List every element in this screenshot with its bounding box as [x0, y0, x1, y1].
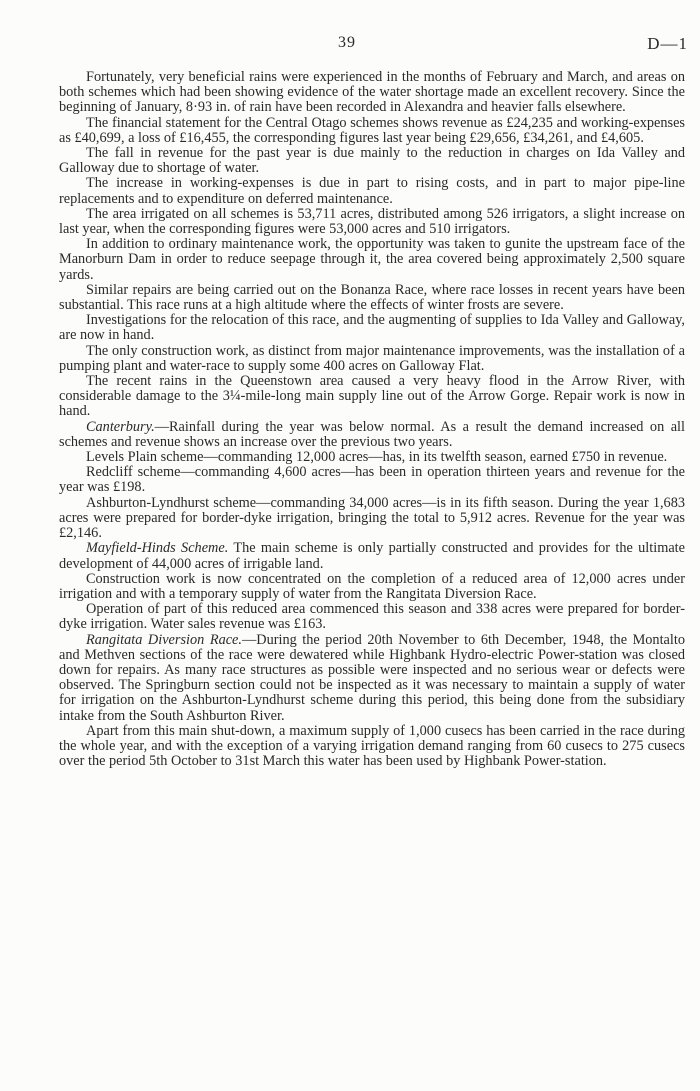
paragraph: Levels Plain scheme—commanding 12,000 acres—has, in its twelfth season, earned £750 in revenue. [86, 449, 668, 466]
paragraph: The area irrigated on all schemes is 53,711 acres, distributed among 526 irrigators, a slight increase on last year, when the corresponding figures were 53,000 acres and 510 irrigators. [59, 205, 685, 238]
paragraph: Redcliff scheme—commanding 4,600 acres—has been in operation thirteen years and revenue for the year was £198. [59, 464, 685, 496]
paragraph: Operation of part of this reduced area commenced this season and 338 acres were prepared for border-dyke irrigation. Water sales revenue was £163. [59, 601, 685, 633]
paragraph: Construction work is now concentrated on the completion of a reduced area of 12,000 acres under irrigation and with a temporary supply of water from the Rangitata Diversion Race. [59, 570, 685, 602]
paragraph: Similar repairs are being carried out on the Bonanza Race, where race losses in recent years have been substantial. This race runs at a high altitude where the effects of winter frosts are severe. [59, 281, 685, 314]
paragraph: The only construction work, as distinct from major maintenance improvements, was the installation of a pumping plant and water-race to supply some 400 acres on Galloway Flat. [59, 342, 685, 374]
section-heading-mayfield-hinds: Mayfield-Hinds Scheme. [86, 540, 229, 557]
paragraph: The recent rains in the Queenstown area caused a very heavy flood in the Arrow River, with considerable damage to the 3¼-mile-long main supply line out of the Arrow Gorge. Repair work is now in hand. [59, 373, 685, 420]
paragraph: The increase in working-expenses is due in part to rising costs, and in part to major pipe-line replacements and to expenditure on deferred maintenance. [59, 175, 685, 207]
paragraph: The financial statement for the Central Otago schemes shows revenue as £24,235 and working-expenses as £40,699, a loss of £16,455, the corresponding figures last year being £29,656, £34,261, and £4,605. [59, 114, 685, 146]
paragraph: Canterbury.—Rainfall during the year was below normal. As a result the demand increased on all schemes and revenue shows an increase over the previous two years. [59, 418, 685, 450]
page-header [0, 34, 700, 56]
section-heading-canterbury: Canterbury. [86, 418, 155, 435]
body-text [59, 70, 685, 769]
document-reference: D—1 [647, 34, 688, 53]
paragraph: In addition to ordinary maintenance work, the opportunity was taken to gunite the upstream face of the Manorburn Dam in order to reduce seepage through it, the area covered being approximately 2,500 square yards. [59, 236, 685, 283]
paragraph: Investigations for the relocation of this race, and the augmenting of supplies to Ida Valley and Galloway, are now in hand. [59, 312, 685, 344]
paragraph: Fortunately, very beneficial rains were experienced in the months of February and March, and areas on both schemes which had been showing evidence of the water shortage made an excellent recovery. Since the beginning of January, 8·93 in. of rain have been recorded in Alexandra and heavier falls elsewhere. [59, 69, 685, 116]
paragraph: The fall in revenue for the past year is due mainly to the reduction in charges on Ida Valley and Galloway due to shortage of water. [59, 145, 685, 177]
paragraph: Rangitata Diversion Race.—During the period 20th November to 6th December, 1948, the Montalto and Methven sections of the race were dewatered while Highbank Hydro-electric Power-station was closed down for repairs. As many race structures as possible were inspected and no serious wear or defects were observed. The Springburn section could not be inspected as it was necessary to maintain a supply of water for irrigation on the Ashburton-Lyndhurst scheme during this period, this being done from the subsidiary intake from the South Ashburton River. [59, 631, 685, 724]
paragraph: Apart from this main shut-down, a maximum supply of 1,000 cusecs has been carried in the race during the whole year, and with the exception of a varying irrigation demand ranging from 60 cusecs to 275 cusecs over the period 5th October to 31st March this water has been used by Highbank Power-station. [59, 722, 685, 770]
page-number: 39 [338, 34, 356, 51]
paragraph: Ashburton-Lyndhurst scheme—commanding 34,000 acres—is in its fifth season. During the year 1,683 acres were prepared for border-dyke irrigation, bringing the total to 5,912 acres. Revenue for the year was £2,146. [59, 494, 685, 542]
paragraph: Mayfield-Hinds Scheme. The main scheme is only partially constructed and provides for the ultimate development of 44,000 acres of irrigable land. [59, 540, 685, 572]
section-heading-rangitata: Rangitata Diversion Race. [86, 631, 242, 648]
